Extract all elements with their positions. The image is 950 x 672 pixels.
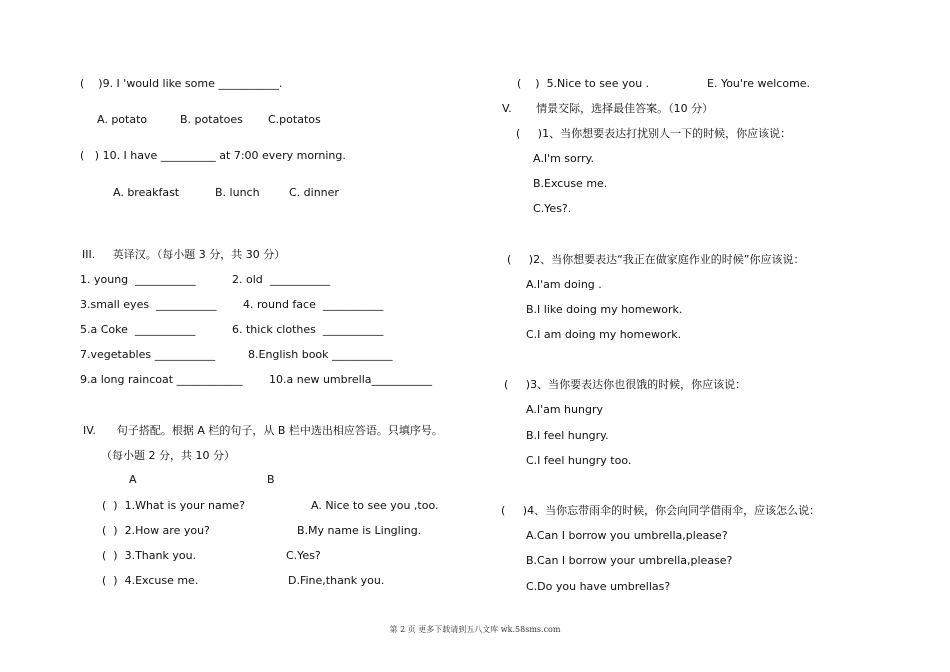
- match-answer: A. Nice to see you ,too.: [311, 499, 439, 512]
- situation-option: A.I'am doing .: [526, 278, 602, 291]
- section3-item: 6. thick clothes ___________: [232, 323, 384, 336]
- match-question: ( ) 5.Nice to see you .: [517, 77, 650, 90]
- section3-item: 10.a new umbrella___________: [269, 373, 433, 386]
- section3-item: 9.a long raincoat ____________: [80, 373, 243, 386]
- situation-option: C.Do you have umbrellas?: [526, 580, 671, 593]
- situation-option: C.I feel hungry too.: [526, 454, 632, 467]
- section3-item: 5.a Coke ___________: [80, 323, 196, 336]
- section3-item: 3.small eyes ___________: [80, 298, 217, 311]
- situation-option: B.I feel hungry.: [526, 429, 609, 442]
- situation-option: B.Excuse me.: [533, 177, 608, 190]
- q10-option-c: C. dinner: [289, 186, 339, 199]
- match-answer: B.My name is Lingling.: [297, 524, 422, 537]
- situation-option: C.Yes?.: [533, 202, 572, 215]
- section3-item: 2. old ___________: [232, 273, 331, 286]
- q10-stem: ( ) 10. I have __________ at 7:00 every morning.: [80, 149, 346, 162]
- q9-option-b: B. potatoes: [180, 113, 243, 126]
- section5-heading: V. 情景交际，选择最佳答案。（10 分）: [502, 102, 714, 115]
- situation-option: B.I like doing my homework.: [526, 303, 683, 316]
- situation-question: ( )3、当你要表达你也很饿的时候，你应该说：: [504, 378, 747, 391]
- section4-subheading: （每小题 2 分，共 10 分）: [101, 449, 235, 462]
- situation-option: A.Can I borrow you umbrella,please?: [526, 529, 728, 542]
- section3-item: 7.vegetables ___________: [80, 348, 216, 361]
- q10-option-b: B. lunch: [215, 186, 260, 199]
- situation-question: ( )4、当你忘带雨伞的时候，你会向同学借雨伞，应该怎么说：: [501, 504, 821, 517]
- section3-heading: III. 英译汉。（每小题 3 分，共 30 分）: [82, 248, 286, 261]
- q10-option-a: A. breakfast: [113, 186, 180, 199]
- section4-col-b-label: B: [267, 473, 275, 486]
- situation-option: A.I'am hungry: [526, 403, 603, 416]
- section4-heading: IV. 句子搭配。根据 A 栏的句子，从 B 栏中选出相应答语。只填序号。: [83, 424, 443, 437]
- section3-item: 4. round face ___________: [243, 298, 384, 311]
- match-answer: E. You're welcome.: [707, 77, 811, 90]
- q9-stem: ( )9. I 'would like some ___________.: [80, 77, 283, 90]
- match-question: ( ) 2.How are you?: [102, 524, 210, 537]
- match-answer: D.Fine,thank you.: [288, 574, 385, 587]
- situation-option: B.Can I borrow your umbrella,please?: [526, 554, 733, 567]
- section3-item: 1. young ___________: [80, 273, 196, 286]
- situation-option: C.I am doing my homework.: [526, 328, 682, 341]
- q9-option-c: C.potatos: [268, 113, 321, 126]
- match-question: ( ) 4.Excuse me.: [102, 574, 199, 587]
- match-answer: C.Yes?: [286, 549, 321, 562]
- q9-option-a: A. potato: [97, 113, 148, 126]
- page-footer: 第 2 页 更多下载请到五八文库 wk.58sms.com: [389, 625, 561, 634]
- section3-item: 8.English book ___________: [248, 348, 393, 361]
- section4-col-a-label: A: [129, 473, 137, 486]
- situation-question: ( )2、当你想要表达“我正在做家庭作业的时候”你应该说：: [507, 253, 805, 266]
- situation-option: A.I'm sorry.: [533, 152, 595, 165]
- match-question: ( ) 1.What is your name?: [102, 499, 246, 512]
- situation-question: ( )1、当你想要表达打扰别人一下的时候，你应该说：: [516, 127, 792, 140]
- match-question: ( ) 3.Thank you.: [102, 549, 197, 562]
